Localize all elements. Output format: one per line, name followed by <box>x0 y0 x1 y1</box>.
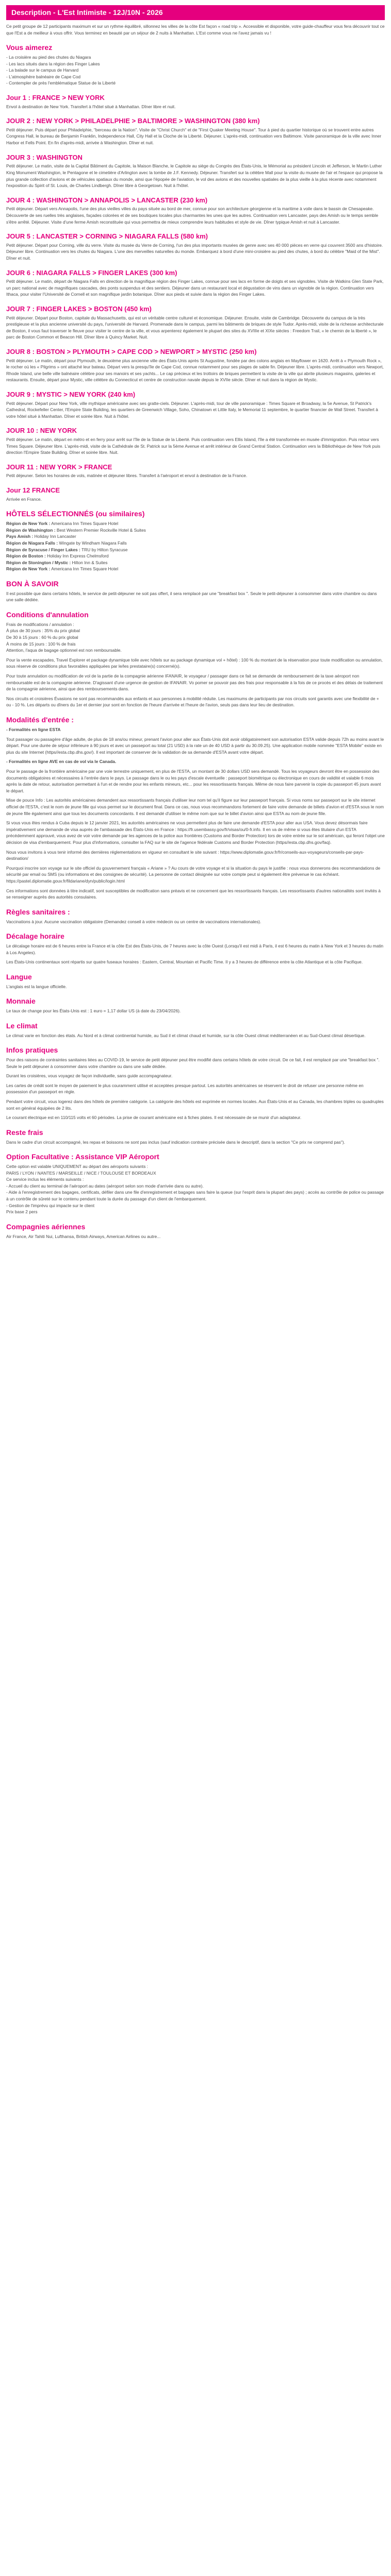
hotel-line <box>6 527 385 534</box>
vip-lines <box>6 1163 385 1215</box>
annulation-lines <box>6 621 385 654</box>
hotel-line <box>6 540 385 547</box>
page-banner: Description - L'Est Intimiste - 12J/10N - 2026 <box>6 5 385 20</box>
day-6-text: Petit déjeuner. Le matin, départ de Niagara Falls en direction de la magnifique région des Finger Lakes, connue pour ses lacs en forme de doigts et ses vignobles. Visite de Watkins Glen State Park, un parc national avec de magnifiques cascades, des ponts suspendus et des sentiers. Déjeuner dans un restaurant local et dégustation de vins dans un vignoble de la région. Continuation vers Ithaca, pour visiter l'Université de Cornell et son magnifique jardin botanique. Dîner aux pieds et suivie dans la région des Finger Lakes. <box>6 279 384 297</box>
list-item: - La croisière au pied des chutes du Niagara <box>6 55 91 60</box>
annulation-paragraph: Nos circuits et croisières Évasions ne sont pas recommandés aux enfants et aux personnes à mobilité réduite. Les maximums de participants par nos circuits sont garantis avec une flexibilité de + ou - 10 %. Les départs ou dîners du 1er et dernier jour sont en fonction de l'heure d'arrivée et l'heure de l'avion, seuls pas dans leur lieu de destination. <box>6 696 379 708</box>
annulation-paragraph: Pour la vente escapades, Travel Explorer et package dynamique toile avec hôtels sur au package dynamique vol + hôtel) : 100 % du montant de la réservation pour toute modification ou annulation, sous réserve de conditions plus favorables appliquées par le/les prestataire(s) concerné(s). <box>6 657 383 669</box>
list-item: - Contempler de près l'emblématique Statue de la Liberté <box>6 80 116 86</box>
compagnies-text: Air France, Air Tahiti Nui, Lufthansa, British Airways, American Airlines ou autre... <box>6 1233 161 1239</box>
hotel-line <box>6 547 385 553</box>
vip-line: Cette option est valable UNIQUEMENT au départ des aéroports suivants : <box>6 1164 148 1170</box>
annulation-line: De 30 à 15 jours : 60 % du prix global <box>6 635 78 640</box>
intro-paragraph: Ce petit groupe de 12 participants maximum et sur un rythme équilibré, sillonnez les villes de la côte Est façon « road trip ». Accessible et disponible, votre guide-chauffeur vous fera découvrir tout ce que l'Est a de meilleur à vous offrir. Vous terminez en beauté par un séjour de 2 nuits à Manhattan. L'Est comme vous ne l'avez jamais vu ! <box>6 24 385 36</box>
hotel-region: Région de New York : <box>6 521 51 527</box>
day-11-text: Petit déjeuner. Selon les horaires de vols, matinée et déjeuner libres. Transfert à l'aéroport et envol à destination de la France. <box>6 473 248 479</box>
annulation-title: Conditions d'annulation <box>6 610 89 619</box>
climat-text: Le climat varie en fonction des états. Au Nord et à climat continental humide, au Sud il et climat chaud et humide, sur la côte Ouest climat méditerranéen et au Sud-Ouest climat désertique. <box>6 1032 366 1038</box>
hotel-name: Holiday Inn Express Chelmsford <box>45 553 109 559</box>
langue-title: Langue <box>6 972 32 981</box>
day-4-title: JOUR 4 : WASHINGTON > ANNAPOLIS > LANCASTER (230 km) <box>6 196 208 204</box>
hotel-name: Wingate by Windham Niagara Falls <box>58 540 127 546</box>
day-5-text: Petit déjeuner. Départ pour Corning, ville du verre. Visite du musée du Verre de Corning, l'un des plus importants musées de genre avec ses 40 000 pièces en verre qui couvrent 3500 ans d'histoire. Déjeuner libre. Continuation vers les chutes du Niagara. L'une des merveilles naturelles du monde. Embarquez à bord d'une mini-croisière au pied des chutes, à bord du célèbre "Maid of the Mist". Dîner et nuit. <box>6 242 383 261</box>
annulation-line: Frais de modifications / annulation : <box>6 621 74 627</box>
day-10-title: JOUR 10 : NEW YORK <box>6 427 77 435</box>
hotels-list <box>6 520 385 572</box>
hotel-region: Région de New York : <box>6 566 51 572</box>
sanitaires-text: Vaccinations à jour. Aucune vaccination obligatoire (Demandez conseil à votre médecin ou un centre de vaccinations internationales). <box>6 919 262 924</box>
vip-line: Ce service inclus les éléments suivants : <box>6 1177 84 1182</box>
formalites-paragraph: Nous vous invitons à vous tenir informé des dernières réglementations en vigueur en consultant le site suivant : https://www.diplomatie.gouv.fr/fr/conseils-aux-voyageurs/conseils-par-pays-destination/ <box>6 849 364 861</box>
day-3-title: JOUR 3 : WASHINGTON <box>6 153 83 161</box>
decalage-paragraph: Les États-Unis continentaux sont répartis sur quatre fuseaux horaires : Eastern, Central, Mountain et Pacific Time. Il y a 3 heures de différence entre la côte Atlantique et la côte Pacifique. <box>6 959 363 965</box>
vip-line: - Accueil du client au terminal de l'aéroport au dates (aéroport selon son mode d'arrivée dans ou autre). <box>6 1183 204 1189</box>
hotel-line <box>6 553 385 560</box>
climat-title: Le climat <box>6 1021 38 1030</box>
hotel-region: Région de Syracuse / Finger Lakes : <box>6 547 80 552</box>
formalites-paragraph: Tout passager ou passagère d'âge adulte, de plus de 18 ans/ou mineur, prenant l'avion pour aller aux États-Unis doit avoir obligatoirement son autorisation ESTA valide depuis 72h au moins avant le départ. Pour une durée de séjour inférieure à 90 jours et avec un passeport au total (21 USD) à la rate un de 40 USD à partir du 30.09.25). Une application mobile nommée "ESTA Mobile" existe en plus du site Internet (https//esta.cbp.dhs.gov/). Il est important de conserver de la validation de sa demande d'ESTA avant votre départ. <box>6 736 384 755</box>
day-9-title: JOUR 9 : MYSTIC > NEW YORK (240 km) <box>6 391 136 399</box>
hotel-name: Best Western Premier Rockville Hotel & Suites <box>55 527 146 533</box>
vip-line: - Aide à l'enregistrement des bagages, certificats, défiler dans une file d'enregistrement et bagages sans faire la queue (sur l'esprit dans la plupart des pays) ; accès au contrôle de police ou passage à un contrôle de sûreté sur le contenu pendant toute la durée du passage d'un client de l'embarquement. <box>6 1190 384 1202</box>
hotel-name: Holiday Inn Lancaster <box>33 534 76 539</box>
hotel-region: Région de Washington : <box>6 527 56 533</box>
vip-line: PARIS / LYON / NANTES / MARSEILLE / NICE / TOULOUSE ET BORDEAUX <box>6 1170 156 1176</box>
hotel-name: Americana Inn Times Square Hotel <box>50 521 119 527</box>
hotel-region: Pays Amish : <box>6 534 34 539</box>
page <box>0 0 391 1240</box>
formalites-title: Modalités d'entrée : <box>6 716 74 724</box>
vip-title: Option Facultative : Assistance VIP Aéroport <box>6 1153 159 1161</box>
formalites-paragraph: Si vous vous êtes rendus à Cuba depuis le 12 janvier 2021, les autorités américaines ne vous permettent plus de faire une demande d'ESTA pour aller aux USA. Vous devez désormais faire impérativement une demande de visa auprès de l'ambassade des États-Unis en France : https://fr.usembassy.gov/fr/visas/ou/0-fr.info. Il en va de même si vous êtes titulaire d'un ESTA précédemment approuvé, vous avez de voir votre demande par les agences de la police aux frontières (Customs and Border Protection) lors de votre entrée sur le sol américain, qui feront l'objet une décision de visa d'embarquement. Pour plus d'informations, consulter la FAQ sur le site de l'agence fédérale Customs and Border Protection (https//esta.cbp.dhs.gov/faq). <box>6 820 385 845</box>
hotel-line <box>6 520 385 527</box>
langue-text: L'anglais est la langue officielle. <box>6 984 67 989</box>
day-2-title: JOUR 2 : NEW YORK > PHILADELPHIE > BALTIMORE > WASHINGTON (380 km) <box>6 117 260 125</box>
day-3-text: Petit déjeuner. Le matin, visite de la Capital Bâtiment du Capitole, la Maison Blanche, le Capitole au siège du Congrès des États-Unis, le Mémorial au président Lincoln et Jefferson, le Martin Luther King Monument Washington, le Pentagone et le cimetière d'Arlington avec la tombe de J.F. Kennedy. Déjeuner. Transfert sur la célèbre Mall pour la visite du musée de l'air et l'espace qui propose la plus grande collection d'avions et de véhicules spatiaux du monde, ainsi que l'épopée de l'aviation, le vol des avions et des nouvelles spatiales de la plus vieille à la plus récente avec notamment l'exposition du Spirit of St. Louis, de Charles Lindbergh. Dîner libre à Georgetown. Nuit à l'hôtel. <box>6 163 383 189</box>
sanitaires-title: Règles sanitaires : <box>6 907 70 916</box>
hotel-region: Région de Boston : <box>6 553 46 559</box>
vip-line: - Gestion de l'imprévu qui impacte sur le client <box>6 1202 95 1208</box>
hotel-name: Americana Inn Times Square Hotel <box>50 566 119 572</box>
day-7-title: JOUR 7 : FINGER LAKES > BOSTON (450 km) <box>6 304 152 313</box>
vous-aimerez-title: Vous aimerez <box>6 43 53 52</box>
hotel-region: Région de Niagara Falls : <box>6 540 58 546</box>
bon-savoir-text: Il est possible que dans certains hôtels, le service de petit-déjeuner ne soit pas offert, il sera remplacé par une "breakfast box ". Seule le petit-déjeuner à consommer dans votre chambre ou dans une salle dédiée. <box>6 590 377 603</box>
decalage-title: Décalage horaire <box>6 932 64 941</box>
hotel-line <box>6 566 385 572</box>
hotel-name: TRU by Hilton Syracuse <box>80 547 128 552</box>
formalites-subheading: - Formalités en ligne AVE en cas de vol via le Canada. <box>6 759 117 765</box>
formalites-paragraph: Pourquoi inscrire son voyage sur le site officiel du gouvernement français « Ariane » ? Au cours de votre voyage et si la situation du pays le justifie : nous vous donnerons des recommandations de sécurité par email ou SMS (ou informations et des consignes de sécurité). La personne de contact désignée sur votre compte peut si également être prévenue le cas échéant. https://pastel.diplomatie.gouv.fr/fildariane/dyn/public/login.html <box>6 865 381 884</box>
monnaie-title: Monnaie <box>6 997 36 1006</box>
day-6-title: JOUR 6 : NIAGARA FALLS > FINGER LAKES (300 km) <box>6 268 177 277</box>
reste-frais-text: Dans le cadre d'un circuit accompagné, les repas et boissons ne sont pas inclus (sauf indication contraire précisée dans le descriptif, dans la section "Ce prix ne comprend pas"). <box>6 1139 345 1145</box>
formalites-paragraph: Ces informations sont données à titre indicatif, sont susceptibles de modification sans préavis et ne concernent que les ressortissants français. Les ressortissants d'autres nationalités sont invités à se renseigner auprès des autorités consulaires. <box>6 888 381 900</box>
hotel-name: Hilton Inn & Suites <box>71 560 108 565</box>
infos-paragraph: Les cartes de crédit sont le moyen de paiement le plus couramment utilisé et acceptées presque partout. Les autorités américaines se réservent le droit de refuser une personne même en possession d'un passeport en règle. <box>6 1082 364 1095</box>
list-item: - Les lacs situés dans la région des Finger Lakes <box>6 61 100 66</box>
formalites-paragraph: Mise de pouce Info : Les autorités américaines demandent aux ressortissants français d'utiliser leur nom tel qu'il figure sur leur passeport français. Si vous noms sur passeport sur le site internet officiel de l'ESTA, c'est le nom de jeune fille qui vous permet sur le document final. Dans ce cas, nous vous recommandons fortement de faire votre demande de billets d'avion et d'ESTA sous le nom de jeune fille également ainsi que tous les documents concordants. Il est demandé d'utiliser le même nom que sur le billet d'avion ainsi que ESTA au nom de jeune fille. <box>6 798 384 816</box>
day-8-text: Petit déjeuner. Le matin, départ pour Plymouth, le deuxième plus ancienne ville des États-Unis après St Augustine, fondée par des colons anglais en Mayflower en 1620. Arrêt à « Plymouth Rock », le rocher où les « Pilgrims » ont attaché leur bateau. Départ vers la presqu'île de Cape Cod, connue notamment pour ses plages de sable fin. Déjeuner libre. L'après-midi, continuation vers Newport, Rhode Island, une belle ville balnéaire célèbre pour ses manoirs et ses yachts... Le cap précieux et les trottoirs de briques permettent la visite de la ville qui abrite plusieurs magasins, galeries et restaurants. Ensuite, départ pour Mystic, ville célèbre du Connecticut et centre de construction navale depuis le XVIIe siècle. Dîner et nuit dans la région de Mystic. <box>6 358 384 383</box>
day-1-text: Envol à destination de New York. Transfert à l'hôtel situé à Manhattan. Dîner libre et nuit. <box>6 104 176 109</box>
day-2-text: Petit déjeuner. Puis départ pour Philadelphie, "berceau de la Nation". Visite de "Christ Church" et de "First Quaker Meeting House". Tour à pied du quartier historique où se trouvent entre autres Congress Hall, le bureau de Benjamin Franklin, Independence Hall, City Hall et la Cloche de la Liberté. Déjeuner. L'après-midi, continuation vers Baltimore. Visite panoramique de la ville avec Inner Harbor et Fells Point. En fin d'après-midi, arrivée à Washington. Dîner et nuit. <box>6 127 382 146</box>
list-item: - La balade sur le campus de Harvard <box>6 67 79 73</box>
annulation-paragraph: Pour toute annulation ou modification de vol de la partie de la compagnie aérienne IFANAIR, le voyageur / passager dans ce fait se demande de remboursement de la taxe aéroport non remboursable est de la compagnie aérienne. D'agissant d'une urgence de gestion de IFANAIR. Vo pomer se pouvoir pas des frais pour responsable à la fois de ce procès et des délais de traitement de la compagnie aérienne, ainsi que des remboursements dans. <box>6 673 383 692</box>
infos-paragraph: Pour des raisons de contraintes sanitaires liées au COVID-19, le service de petit déjeuner peut être modifié dans certains hôtels de votre circuit. De ce fait, il est remplacé par une "breakfast box ". Seule le petit déjeuner à consommer dans votre chambre ou dans une salle dédiée. <box>6 1057 380 1069</box>
hotel-region: Région de Stonington / Mystic : <box>6 560 71 565</box>
annulation-line: Attention, l'aqua de bagage optionnel est non remboursable. <box>6 648 122 653</box>
decalage-paragraph: Le décalage horaire est de 6 heures entre la France et la côte Est des États-Unis, de 7 heures avec la côte Ouest (Lorsqu'il est midi à Paris, il est 6 heures du matin à New York et 3 heures du matin à Los Angeles). <box>6 943 384 955</box>
day-10-text: Petit déjeuner. Le matin, départ en métro et en ferry pour arrêt sur l'île de la Statue de la Liberté. Puis continuation vers Ellis Island, l'île a été transformée en musée d'immigration. Puis retour vers Times Square. Déjeuner libre. L'après-midi, visite de la Cathédrale de St. Patrick sur la 5ème Avenue et arrêt intérieur de Grand Central Station. Continuation vers la Bibliothèque de New York puis direction l'Empire State Building. Dîner et soirée libre. Nuit. <box>6 437 381 455</box>
itinerary <box>6 94 385 502</box>
vous-aimerez-list <box>6 54 385 87</box>
hotel-line <box>6 533 385 540</box>
hotel-line <box>6 560 385 566</box>
day-5-title: JOUR 5 : LANCASTER > CORNING > NIAGARA FALLS (580 km) <box>6 232 208 241</box>
day-11-title: JOUR 11 : NEW YORK > FRANCE <box>6 463 112 471</box>
list-item: - L'atmosphère balnéaire de Cape Cod <box>6 74 81 79</box>
day-7-text: Petit déjeuner. Départ pour Boston, capitale du Massachusetts, qui est un véritable centre culturel et économique. Déjeuner. Ensuite, visite de Cambridge. Découverte du campus de la très prestigieuse et la plus ancienne université du pays, l'université de Harvard. Promenade dans le campus, parmi les bâtiments de briques de style Tudor. Après-midi, visite de la richesse architecturale de Boston, il vous faut traverser le fleuve pour visiter le centre de la ville, et vous arpenterez également le plupart des sites du XVIIIe et XIXe siècles : Freedom Trail, « le chemin de la liberté », le parc de Boston Common et Beacon Hill. Dîner libre à Quincy Market. Nuit. <box>6 315 384 340</box>
day-12-text: Arrivée en France. <box>6 496 42 502</box>
vip-line: Prix base 2 pers <box>6 1209 38 1215</box>
day-8-title: JOUR 8 : BOSTON > PLYMOUTH > CAPE COD > NEWPORT > MYSTIC (250 km) <box>6 348 257 356</box>
annulation-line: À plus de 30 jours : 35% du prix global <box>6 628 80 634</box>
infos-paragraph: Pendant votre circuit, vous logerez dans des hôtels de première catégorie. La catégorie des hôtels est exprimée en normes locales. Aux États-Unis et au Canada, les chambres triples ou quadruples sont en général équipées de 2 lits. <box>6 1099 384 1111</box>
compagnies-title: Compagnies aériennes <box>6 1222 86 1231</box>
day-1-title: Jour 1 : FRANCE > NEW YORK <box>6 94 105 102</box>
infos-title: Infos pratiques <box>6 1046 58 1055</box>
annulation-line: À moins de 15 jours : 100 % de frais <box>6 641 76 647</box>
day-9-text: Petit déjeuner. Départ pour New York, ville mythique américaine avec ses gratte-ciels. Déjeuner. L'après-midi, tour de ville panoramique : Times Square et Broadway, la 5e Avenue, St Patrick's Cathedral, Rockefeller Center, l'Empire State Building, les quartiers de Greenwich Village, Soho, Chinatown et Little Italy, le Memorial 11 septembre, le quartier financier de Wall Street. Transfert à votre hôtel situé à Manhattan. Dîner et soirée libre. Nuit à l'hôtel. <box>6 400 378 419</box>
reste-frais-title: Reste frais <box>6 1128 43 1137</box>
bon-savoir-title: BON À SAVOIR <box>6 579 59 588</box>
infos-paragraph: Le courant électrique est en 110/115 volts et 60 périodes. La prise de courant américaine est à fiches plates. Il est nécessaire de se munir d'un adaptateur. <box>6 1115 302 1121</box>
formalites-paragraph: Pour le passage de la frontière américaine par une voie terrestre uniquement, en plus de l'ESTA, un montant de 30 dollars USD sera demandé. Tous les voyageurs devront être en possession des documents obligatoires et nécessaires à l'entrée dans le pays. Le passage dans le ou les pays d'escale éventuelle : passeport biométrique ou électronique en cours de validité et valable 6 mois après la date de retour, autorisation permettant à l'un et de rendre pour les enfants mineurs, etc... pour les ressortissants français. Même de nous faire parvenir la copie du passeport 45 jours avant le départ. <box>6 768 381 793</box>
formalites-subheading: - Formalités en ligne ESTA <box>6 726 61 732</box>
infos-paragraph: Durant les croisières, vous voyagez de façon individuelle, sans guide accompagnateur. <box>6 1073 173 1079</box>
monnaie-text: Le taux de change pour les États-Unis est : 1 euro = 1,17 dollar US (à date du 23/04/2026). <box>6 1008 181 1014</box>
hotels-title: HÔTELS SÉLECTIONNÉS (ou similaires) <box>6 510 145 518</box>
day-12-title: Jour 12 FRANCE <box>6 486 60 495</box>
day-4-text: Petit déjeuner. Départ vers Annapolis, l'une des plus vieilles villes du pays située au bord de mer, connue pour son architecture géorgienne et la maritime à voile dans le bassin de Chesapeake. Découverte de ses ruelles très anglaises, façades colorées et de ses boutiques locales plus charmantes les unes que les autres. Continuation vers Lancaster, pays des Amish ou le temps semble s'être arrêté. Déjeuner. Visite d'une ferme Amish reconstituée qui vous permettra de mieux comprendre leurs habitudes et style de vie. Dîner typique Amish et nuit à Lancaster. <box>6 206 379 225</box>
